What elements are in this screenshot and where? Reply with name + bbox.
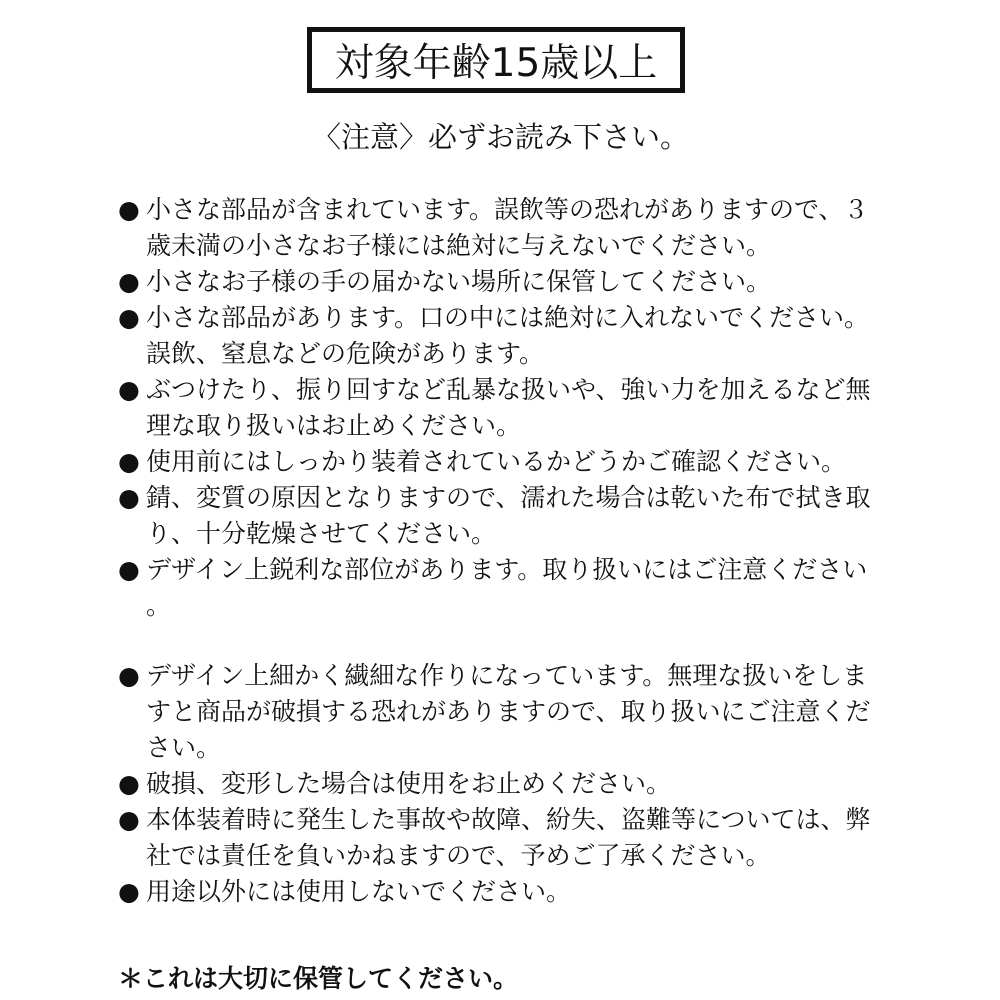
notice-text: 破損、変形した場合は使用をお止めください。	[146, 769, 672, 798]
caution-heading: 〈注意〉必ずお読み下さい。	[312, 120, 690, 154]
bullet-icon: ●	[118, 555, 140, 584]
notice-item	[118, 300, 888, 372]
age-rating-label: 対象年齢15歳以上	[334, 41, 658, 86]
notice-text: 錆、変質の原因となりますので、濡れた場合は乾いた布で拭き取り、十分乾燥させてください。	[146, 483, 871, 548]
notice-text: デザイン上鋭利な部位があります。取り扱いにはご注意ください。	[146, 555, 868, 620]
bullet-icon: ●	[118, 267, 140, 296]
notice-item	[118, 658, 888, 766]
notice-item	[118, 480, 888, 552]
bullet-icon: ●	[118, 375, 140, 404]
notice-item	[118, 802, 888, 874]
bullet-icon: ●	[118, 661, 140, 690]
notice-text: デザイン上細かく繊細な作りになっています。無理な扱いをしますと商品が破損する恐れがありますので、取り扱いにご注意ください。	[146, 661, 871, 762]
notice-item	[118, 372, 888, 444]
age-rating-box	[307, 27, 685, 93]
notice-text: ぶつけたり、振り回すなど乱暴な扱いや、強い力を加えるなど無理な取り扱いはお止めください。	[146, 375, 871, 440]
bullet-icon: ●	[118, 447, 140, 476]
notice-item	[118, 766, 888, 802]
notice-text: 使用前にはしっかり装着されているかどうかご確認ください。	[146, 447, 847, 476]
bullet-icon: ●	[118, 769, 140, 798]
bullet-icon: ●	[118, 303, 140, 332]
bullet-icon: ●	[118, 805, 140, 834]
notice-item	[118, 444, 888, 480]
notice-text: 小さな部品があります。口の中には絶対に入れないでください。誤飲、窒息などの危険があります。	[146, 303, 870, 368]
notice-text: 本体装着時に発生した事故や故障、紛失、盗難等については、弊社では責任を負いかねますので、予めご了承ください。	[146, 805, 871, 870]
notice-list	[118, 192, 888, 910]
notice-text: 小さなお子様の手の届かない場所に保管してください。	[146, 267, 772, 296]
notice-item	[118, 264, 888, 300]
bullet-icon: ●	[118, 877, 140, 906]
notice-item	[118, 552, 888, 624]
storage-note: ＊これは大切に保管してください。	[118, 964, 519, 993]
notice-text: 用途以外には使用しないでください。	[146, 877, 572, 906]
bullet-icon: ●	[118, 483, 140, 512]
notice-item	[118, 874, 888, 910]
notice-text: 小さな部品が含まれています。誤飲等の恐れがありますので、３歳未満の小さなお子様には絶対に与えないでください。	[146, 195, 869, 260]
notice-item	[118, 192, 888, 264]
bullet-icon: ●	[118, 195, 140, 224]
